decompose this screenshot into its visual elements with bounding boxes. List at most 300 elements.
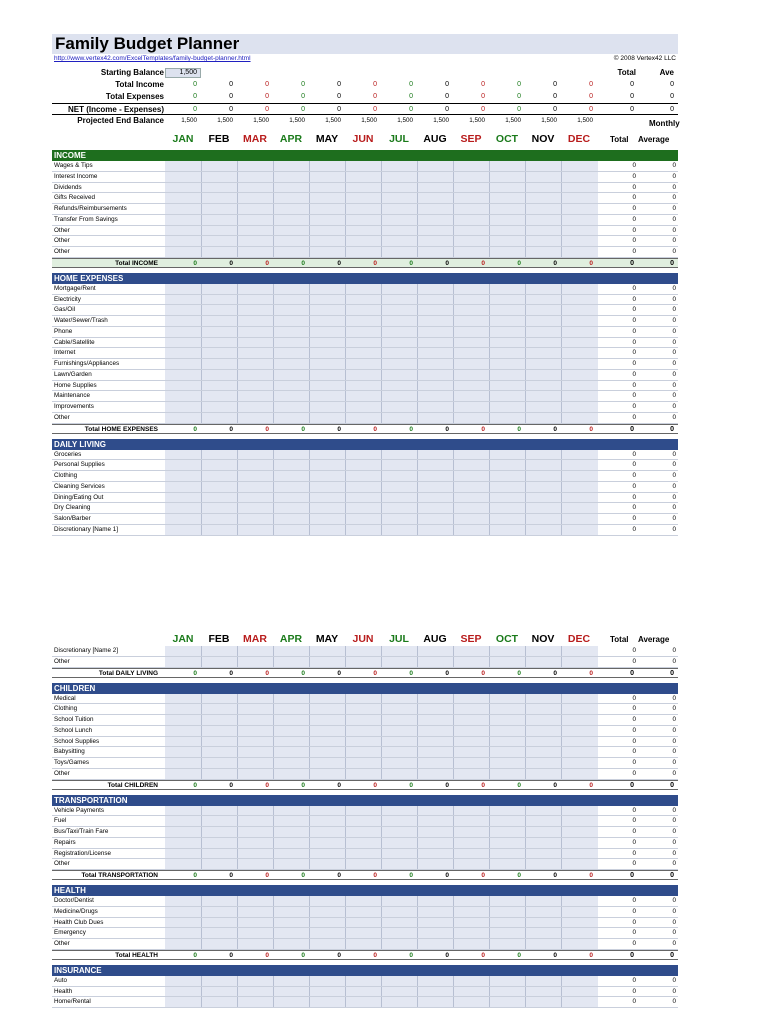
summary-cell: 0 — [409, 81, 413, 88]
row-total: 0 — [632, 295, 636, 303]
month-header: MAY — [315, 633, 339, 645]
row-average: 0 — [672, 806, 676, 814]
line-item-label: Gas/Oil — [54, 306, 75, 314]
line-item-label: Vehicle Payments — [54, 806, 105, 814]
month-input-grid[interactable] — [165, 327, 598, 337]
row-average: 0 — [672, 349, 676, 357]
line-item-row — [52, 193, 678, 204]
month-input-grid[interactable] — [165, 305, 598, 315]
row-total: 0 — [632, 726, 636, 734]
section-total-cell: 0 — [481, 781, 485, 789]
budget-sheet-page-2 — [52, 626, 678, 1008]
line-item-label: Bus/Taxi/Train Fare — [54, 828, 109, 835]
section-total-cell: 0 — [517, 425, 521, 433]
section-total-cell: 0 — [229, 951, 233, 959]
line-item-label: Other — [54, 413, 70, 421]
month-input-grid[interactable] — [165, 694, 598, 704]
month-input-grid[interactable] — [165, 987, 598, 997]
row-total: 0 — [632, 338, 636, 346]
row-total: 0 — [632, 976, 636, 984]
template-link[interactable]: http://www.vertex42.com/ExcelTemplates/family-budget-planner.html — [54, 55, 251, 62]
month-input-grid[interactable] — [165, 295, 598, 305]
month-input-grid[interactable] — [165, 236, 598, 246]
month-input-grid[interactable] — [165, 704, 598, 714]
row-total: 0 — [632, 657, 636, 665]
line-item-row — [52, 758, 678, 769]
month-header: DEC — [567, 133, 591, 145]
summary-row — [52, 91, 678, 103]
section-total-cell: 0 — [589, 872, 593, 879]
summary-cell: 0 — [193, 106, 197, 113]
budget-section — [52, 683, 678, 790]
row-average: 0 — [672, 482, 676, 490]
row-average: 0 — [672, 472, 676, 479]
line-item-label: Internet — [54, 349, 76, 357]
month-input-grid[interactable] — [165, 381, 598, 391]
line-item-label: Health — [54, 987, 73, 995]
summary-cell: 0 — [373, 106, 377, 113]
section-total-cell: 0 — [337, 951, 341, 959]
row-total: 0 — [632, 172, 636, 180]
line-item-label: Transfer From Savings — [54, 215, 118, 223]
row-total: 0 — [632, 248, 636, 255]
row-total: 0 — [632, 461, 636, 469]
month-input-grid[interactable] — [165, 359, 598, 369]
month-header: APR — [279, 633, 303, 645]
row-total: 0 — [632, 493, 636, 501]
month-header: JUL — [389, 633, 409, 645]
section-total-cell: 0 — [481, 425, 485, 433]
section-total-row — [52, 780, 678, 790]
section-header: TRANSPORTATION — [52, 795, 678, 806]
section-total-cell: 0 — [193, 259, 197, 267]
month-input-grid[interactable] — [165, 247, 598, 257]
month-input-grid[interactable] — [165, 460, 598, 470]
budget-section — [52, 885, 678, 960]
row-average: 0 — [672, 515, 676, 522]
section-total-cell: 0 — [265, 425, 269, 433]
row-total: 0 — [632, 237, 636, 245]
row-average: 0 — [672, 403, 676, 410]
line-item-row — [52, 525, 678, 536]
summary-cell: 0 — [553, 81, 557, 88]
month-input-grid[interactable] — [165, 525, 598, 535]
line-item-row — [52, 849, 678, 860]
section-total-cell: 0 — [409, 425, 413, 433]
row-average: 0 — [672, 940, 676, 947]
summary-cell: 0 — [481, 81, 485, 88]
month-input-grid[interactable] — [165, 193, 598, 203]
section-total-cell: 0 — [445, 781, 449, 789]
month-input-grid[interactable] — [165, 215, 598, 225]
line-item-row — [52, 172, 678, 183]
line-item-row — [52, 907, 678, 918]
month-input-grid[interactable] — [165, 838, 598, 848]
row-average: 0 — [672, 327, 676, 335]
line-item-label: Emergency — [54, 929, 86, 937]
starting-balance-input[interactable]: 1,500 — [165, 68, 201, 78]
section-total-cell: 0 — [373, 872, 377, 879]
month-input-grid[interactable] — [165, 747, 598, 757]
month-input-grid[interactable] — [165, 226, 598, 236]
section-total-average: 0 — [670, 259, 674, 267]
month-input-grid[interactable] — [165, 471, 598, 481]
month-input-grid[interactable] — [165, 849, 598, 859]
line-item-label: Home Supplies — [54, 381, 97, 389]
section-total-average: 0 — [670, 425, 674, 433]
month-header: NOV — [531, 133, 555, 145]
line-item-label: Health Club Dues — [54, 918, 104, 926]
line-item-row — [52, 694, 678, 705]
summary-total: 0 — [630, 81, 634, 88]
line-item-row — [52, 161, 678, 172]
line-item-label: School Supplies — [54, 737, 100, 745]
line-item-row — [52, 316, 678, 327]
row-average: 0 — [672, 759, 676, 766]
line-item-label: Auto — [54, 976, 67, 984]
summary-cell: 0 — [553, 93, 557, 100]
row-total: 0 — [632, 769, 636, 777]
month-input-grid[interactable] — [165, 907, 598, 917]
section-total-cell: 0 — [229, 872, 233, 879]
month-header: SEP — [460, 633, 482, 645]
line-item-row — [52, 715, 678, 726]
month-input-grid[interactable] — [165, 204, 598, 214]
month-input-grid[interactable] — [165, 402, 598, 412]
row-total: 0 — [632, 226, 636, 234]
section-total-cell: 0 — [229, 425, 233, 433]
summary-row — [52, 115, 678, 126]
section-total-cell: 0 — [301, 951, 305, 959]
summary-cell: 0 — [445, 81, 449, 88]
month-input-grid[interactable] — [165, 503, 598, 513]
section-total-cell: 0 — [445, 425, 449, 433]
line-item-label: Dry Cleaning — [54, 504, 91, 512]
summary-cell: 1,500 — [577, 117, 593, 124]
summary-row — [52, 103, 678, 115]
row-total: 0 — [632, 759, 636, 766]
month-input-grid[interactable] — [165, 450, 598, 460]
line-item-row — [52, 747, 678, 758]
section-total-row — [52, 258, 678, 268]
summary-cell: 1,500 — [541, 117, 557, 124]
month-input-grid[interactable] — [165, 758, 598, 768]
section-total-average: 0 — [670, 669, 674, 677]
month-input-grid[interactable] — [165, 737, 598, 747]
row-average: 0 — [672, 987, 676, 995]
section-total-cell: 0 — [373, 259, 377, 267]
month-input-grid[interactable] — [165, 726, 598, 736]
section-total-row — [52, 950, 678, 960]
line-item-label: Groceries — [54, 450, 82, 458]
row-total: 0 — [632, 504, 636, 512]
line-item-label: Mortgage/Rent — [54, 284, 96, 292]
line-item-label: Discretionary [Name 2] — [54, 647, 119, 654]
section-total-cell: 0 — [193, 669, 197, 677]
month-input-grid[interactable] — [165, 348, 598, 358]
line-item-label: Improvements — [54, 403, 94, 410]
summary-cell: 1,500 — [469, 117, 485, 124]
summary-cell: 0 — [481, 106, 485, 113]
month-header: OCT — [495, 133, 519, 145]
row-average: 0 — [672, 172, 676, 180]
section-total-cell: 0 — [589, 425, 593, 433]
summary-cell: 1,500 — [253, 117, 269, 124]
summary-cell: 1,500 — [325, 117, 341, 124]
month-input-grid[interactable] — [165, 918, 598, 928]
section-total-cell: 0 — [193, 951, 197, 959]
row-total: 0 — [632, 413, 636, 421]
line-item-label: Babysitting — [54, 748, 85, 756]
summary-cell: 0 — [229, 81, 233, 88]
line-item-label: Furnishings/Appliances — [54, 360, 120, 367]
summary-cell: 0 — [409, 106, 413, 113]
month-header: OCT — [495, 633, 519, 645]
line-item-label: Lawn/Garden — [54, 370, 92, 378]
section-total-cell: 0 — [229, 259, 233, 267]
row-total: 0 — [632, 929, 636, 937]
summary-label: Total Income — [115, 80, 164, 89]
month-input-grid[interactable] — [165, 827, 598, 837]
section-total-cell: 0 — [193, 781, 197, 789]
month-input-grid[interactable] — [165, 183, 598, 193]
line-item-row — [52, 348, 678, 359]
line-item-label: Maintenance — [54, 392, 91, 400]
month-input-grid[interactable] — [165, 646, 598, 656]
average-header: Average — [638, 635, 670, 644]
row-average: 0 — [672, 918, 676, 926]
line-item-label: Medicine/Drugs — [54, 907, 98, 915]
summary-row — [52, 79, 678, 91]
line-item-row — [52, 806, 678, 817]
section-total-cell: 0 — [409, 872, 413, 879]
row-total: 0 — [632, 860, 636, 868]
section-total-cell: 0 — [337, 781, 341, 789]
month-input-grid[interactable] — [165, 816, 598, 826]
section-total-cell: 0 — [517, 781, 521, 789]
row-average: 0 — [672, 976, 676, 984]
line-item-label: Refunds/Reimbursements — [54, 205, 127, 212]
section-total-row — [52, 424, 678, 434]
month-input-grid[interactable] — [165, 806, 598, 816]
line-item-row — [52, 816, 678, 827]
section-total-cell: 0 — [589, 259, 593, 267]
month-input-grid[interactable] — [165, 482, 598, 492]
section-total-cell: 0 — [337, 425, 341, 433]
line-item-row — [52, 359, 678, 370]
section-total-total: 0 — [630, 951, 634, 959]
section-total-total: 0 — [630, 781, 634, 789]
row-average: 0 — [672, 284, 676, 292]
section-total-cell: 0 — [337, 259, 341, 267]
summary-block — [52, 67, 678, 126]
month-input-grid[interactable] — [165, 413, 598, 423]
section-total-label: Total CHILDREN — [107, 781, 158, 789]
summary-cell: 1,500 — [289, 117, 305, 124]
month-input-grid[interactable] — [165, 657, 598, 667]
section-total-cell: 0 — [553, 669, 557, 677]
section-header: INSURANCE — [52, 965, 678, 976]
row-average: 0 — [672, 748, 676, 756]
section-total-row — [52, 870, 678, 880]
line-item-label: Wages & Tips — [54, 162, 93, 169]
month-input-grid[interactable] — [165, 338, 598, 348]
summary-cell: 0 — [265, 93, 269, 100]
row-average: 0 — [672, 849, 676, 857]
section-total-cell: 0 — [481, 872, 485, 879]
month-input-grid[interactable] — [165, 997, 598, 1007]
row-average: 0 — [672, 215, 676, 223]
row-total: 0 — [632, 370, 636, 378]
row-average: 0 — [672, 413, 676, 421]
summary-cell: 1,500 — [433, 117, 449, 124]
monthly-label: Monthly — [649, 119, 680, 128]
row-total: 0 — [632, 381, 636, 389]
summary-cell: 1,500 — [361, 117, 377, 124]
line-item-label: Other — [54, 226, 70, 234]
summary-cell: 0 — [301, 93, 305, 100]
summary-cell: 0 — [445, 106, 449, 113]
row-total: 0 — [632, 349, 636, 357]
summary-cell: 0 — [193, 93, 197, 100]
month-input-grid[interactable] — [165, 316, 598, 326]
month-header: JUN — [352, 133, 374, 145]
line-item-row — [52, 514, 678, 525]
section-total-total: 0 — [630, 259, 634, 267]
section-total-label: Total HEALTH — [115, 951, 158, 959]
line-item-row — [52, 704, 678, 715]
row-total: 0 — [632, 450, 636, 458]
line-item-row — [52, 338, 678, 349]
row-average: 0 — [672, 705, 676, 713]
row-average: 0 — [672, 907, 676, 915]
month-input-grid[interactable] — [165, 514, 598, 524]
summary-cell: 0 — [589, 106, 593, 113]
line-item-label: School Lunch — [54, 726, 93, 734]
section-total-cell: 0 — [517, 669, 521, 677]
section-total-cell: 0 — [445, 872, 449, 879]
line-item-row — [52, 726, 678, 737]
section-total-cell: 0 — [193, 425, 197, 433]
line-item-label: Dining/Eating Out — [54, 493, 104, 501]
starting-balance-label: Starting Balance — [100, 68, 164, 77]
summary-cell: 0 — [301, 106, 305, 113]
month-header: JAN — [172, 133, 194, 145]
month-header: APR — [279, 133, 303, 145]
line-item-row — [52, 247, 678, 258]
month-header: MAR — [243, 133, 267, 145]
section-total-cell: 0 — [229, 781, 233, 789]
month-input-grid[interactable] — [165, 493, 598, 503]
summary-cell: 0 — [373, 93, 377, 100]
month-input-grid[interactable] — [165, 896, 598, 906]
row-total: 0 — [632, 647, 636, 654]
row-average: 0 — [672, 769, 676, 777]
line-item-row — [52, 939, 678, 950]
month-header: AUG — [423, 633, 447, 645]
month-input-grid[interactable] — [165, 939, 598, 949]
row-average: 0 — [672, 657, 676, 665]
summary-cell: 0 — [517, 106, 521, 113]
line-item-label: Phone — [54, 327, 73, 335]
month-input-grid[interactable] — [165, 172, 598, 182]
month-input-grid[interactable] — [165, 715, 598, 725]
line-item-label: Other — [54, 657, 70, 665]
row-average: 0 — [672, 338, 676, 346]
section-total-label: Total HOME EXPENSES — [84, 425, 158, 433]
summary-cell: 0 — [409, 93, 413, 100]
month-input-grid[interactable] — [165, 976, 598, 986]
month-header: FEB — [208, 633, 230, 645]
summary-label: Total Expenses — [105, 92, 164, 101]
month-header: MAY — [315, 133, 339, 145]
line-item-row — [52, 327, 678, 338]
row-average: 0 — [672, 525, 676, 533]
row-average: 0 — [672, 726, 676, 734]
row-total: 0 — [632, 940, 636, 947]
line-item-row — [52, 460, 678, 471]
row-average: 0 — [672, 504, 676, 512]
row-average: 0 — [672, 838, 676, 846]
month-header: SEP — [460, 133, 482, 145]
month-input-grid[interactable] — [165, 928, 598, 938]
row-total: 0 — [632, 317, 636, 324]
month-input-grid[interactable] — [165, 859, 598, 869]
section-total-cell: 0 — [553, 951, 557, 959]
row-total: 0 — [632, 215, 636, 223]
line-item-row — [52, 838, 678, 849]
section-total-cell: 0 — [265, 259, 269, 267]
row-average: 0 — [672, 162, 676, 169]
section-total-cell: 0 — [265, 781, 269, 789]
section-total-cell: 0 — [301, 872, 305, 879]
row-total: 0 — [632, 737, 636, 745]
summary-cell: 0 — [481, 93, 485, 100]
line-item-label: Cable/Satellite — [54, 338, 95, 346]
row-total: 0 — [632, 194, 636, 202]
summary-cell: 0 — [229, 93, 233, 100]
month-input-grid[interactable] — [165, 370, 598, 380]
line-item-label: Cleaning Services — [54, 482, 105, 490]
line-item-row — [52, 482, 678, 493]
line-item-label: Home/Rental — [54, 998, 91, 1006]
row-total: 0 — [632, 327, 636, 335]
month-input-grid[interactable] — [165, 391, 598, 401]
month-input-grid[interactable] — [165, 284, 598, 294]
section-total-cell: 0 — [265, 872, 269, 879]
line-item-label: Salon/Barber — [54, 515, 91, 522]
month-input-grid[interactable] — [165, 161, 598, 171]
line-item-row — [52, 997, 678, 1008]
line-item-label: Other — [54, 940, 70, 947]
section-total-cell: 0 — [409, 951, 413, 959]
summary-cell: 0 — [517, 81, 521, 88]
row-average: 0 — [672, 360, 676, 367]
row-total: 0 — [632, 162, 636, 169]
summary-cell: 0 — [301, 81, 305, 88]
row-average: 0 — [672, 237, 676, 245]
section-total-cell: 0 — [373, 669, 377, 677]
row-total: 0 — [632, 806, 636, 814]
month-input-grid[interactable] — [165, 769, 598, 779]
line-item-row — [52, 370, 678, 381]
row-average: 0 — [672, 205, 676, 212]
line-item-label: Other — [54, 248, 70, 255]
row-average: 0 — [672, 817, 676, 825]
line-item-row — [52, 226, 678, 237]
summary-cell: 1,500 — [505, 117, 521, 124]
section-total-cell: 0 — [373, 781, 377, 789]
